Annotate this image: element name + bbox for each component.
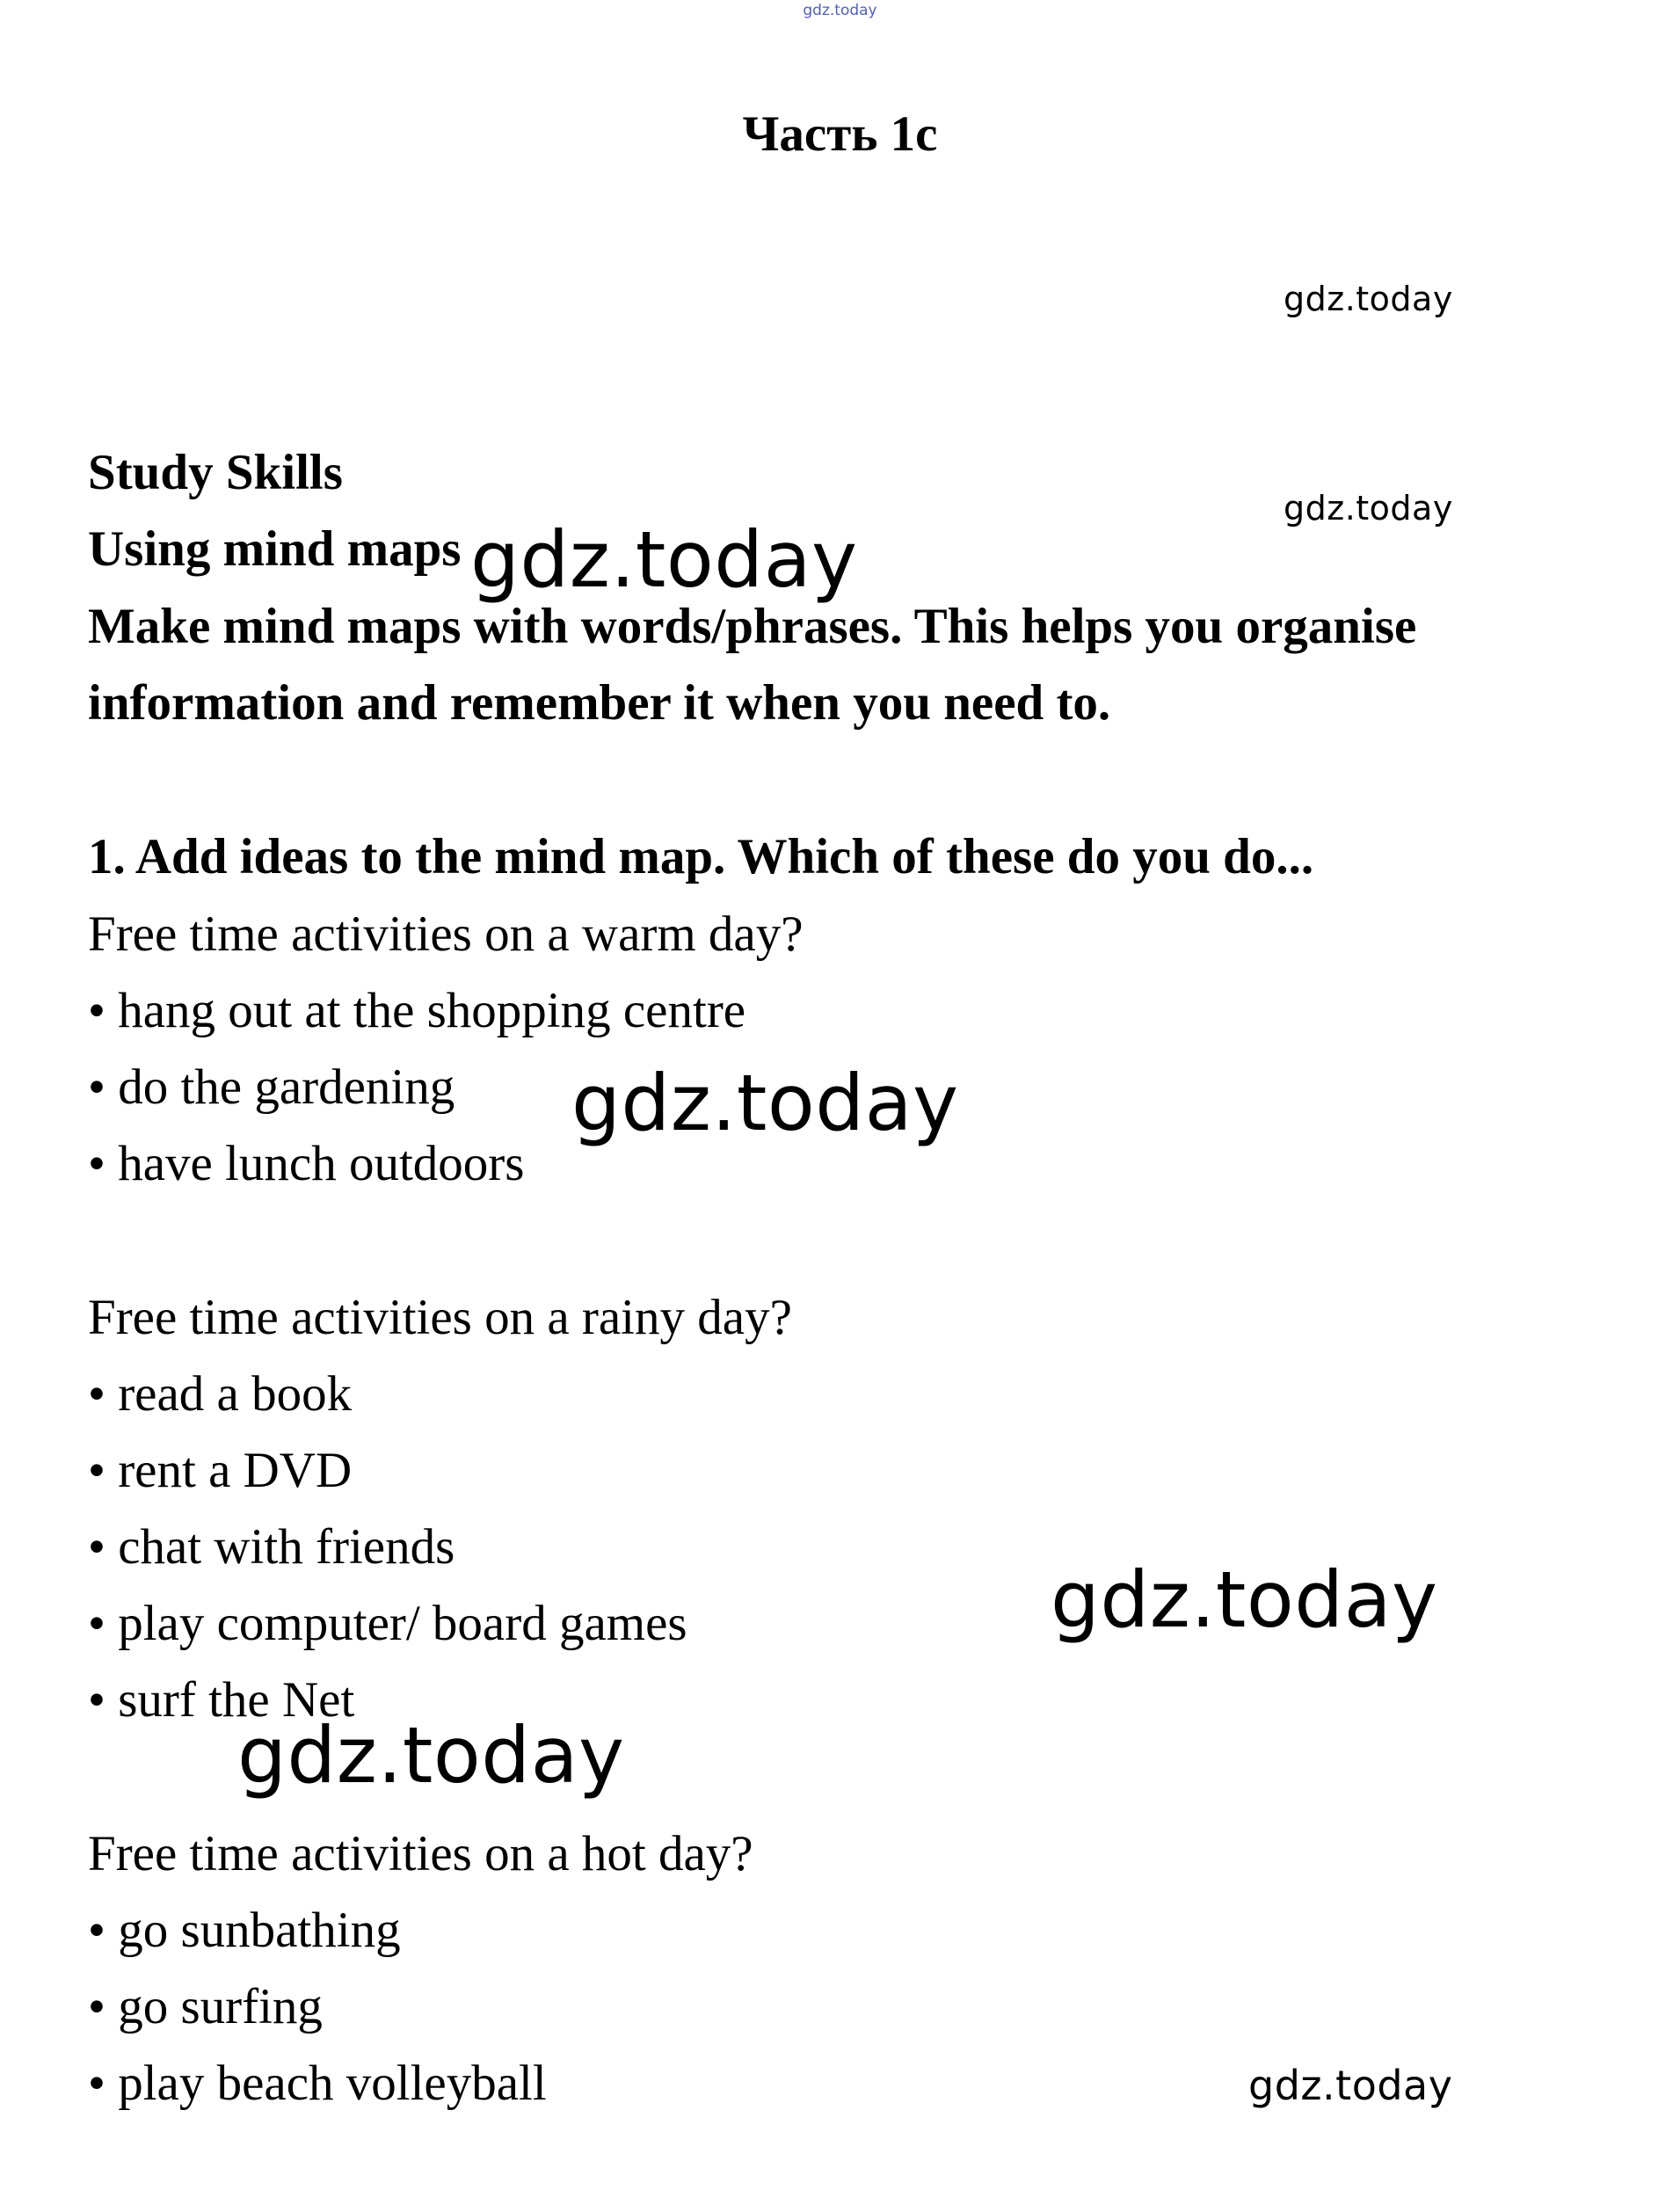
list-item: • play beach volleyball <box>88 2056 547 2111</box>
list-item: • go sunbathing <box>88 1903 401 1958</box>
list-item: • do the gardening <box>88 1059 455 1115</box>
section-heading: Study Skills <box>88 445 343 500</box>
page-title: Часть 1с <box>742 106 938 162</box>
watermark-inline-2: gdz.today <box>571 1058 959 1148</box>
intro-line-1: Make mind maps with words/phrases. This helps you organise <box>88 599 1417 654</box>
question-hot-day: Free time activities on a hot day? <box>88 1826 753 1881</box>
list-item: • rent a DVD <box>88 1443 353 1498</box>
watermark-inline-4: gdz.today <box>237 1710 625 1801</box>
list-item: • play computer/ board games <box>88 1596 687 1651</box>
watermark-inline-3: gdz.today <box>1051 1554 1438 1645</box>
task-heading: 1. Add ideas to the mind map. Which of these do you do... <box>88 829 1314 884</box>
list-item: • hang out at the shopping centre <box>88 983 746 1038</box>
question-warm-day: Free time activities on a warm day? <box>88 906 804 962</box>
list-item: • go surfing <box>88 1979 323 2034</box>
watermark-right-2: gdz.today <box>1284 489 1453 528</box>
watermark-inline-1: gdz.today <box>470 514 858 605</box>
watermark-right-1: gdz.today <box>1284 280 1453 318</box>
list-item: • surf the Net <box>88 1672 355 1728</box>
list-item: • have lunch outdoors <box>88 1136 525 1191</box>
list-item: • read a book <box>88 1366 353 1422</box>
list-item: • chat with friends <box>88 1519 455 1575</box>
question-rainy-day: Free time activities on a rainy day? <box>88 1290 792 1345</box>
top-watermark: gdz.today <box>803 2 877 19</box>
watermark-bottom-right: gdz.today <box>1248 2062 1453 2109</box>
section-subheading: Using mind maps <box>88 521 462 577</box>
intro-line-2: information and remember it when you need to. <box>88 675 1111 731</box>
